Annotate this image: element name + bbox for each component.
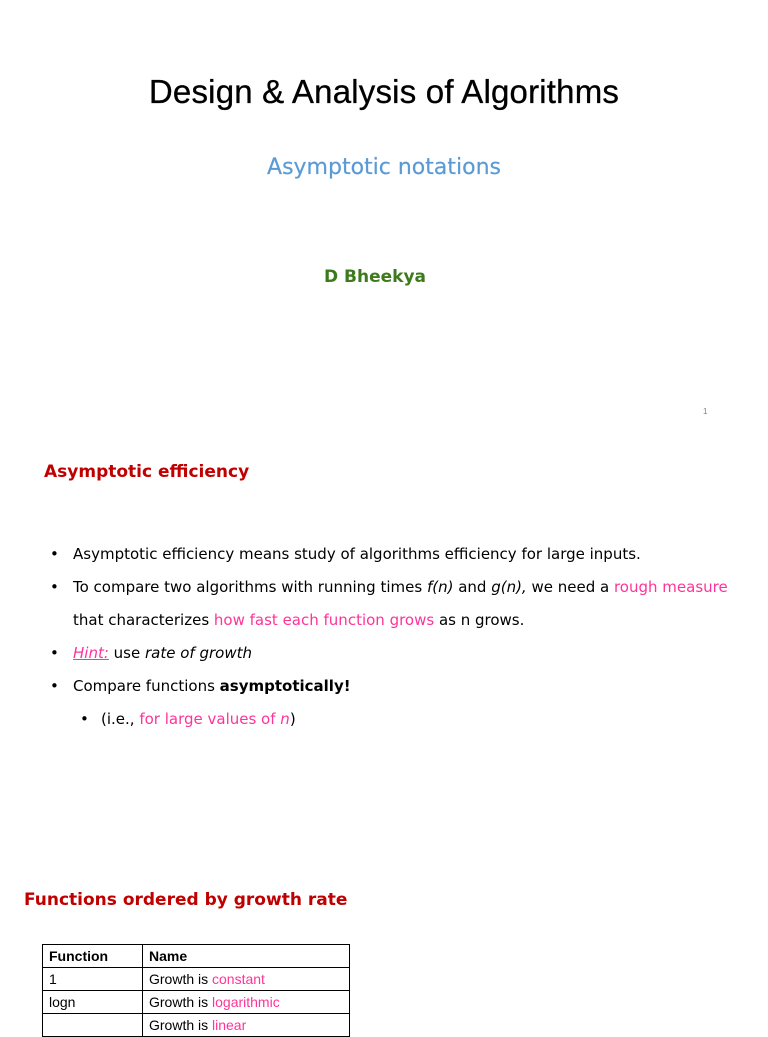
table-row: [43, 968, 350, 991]
bullet-item: [0, 670, 768, 703]
bullet-list: [0, 538, 768, 736]
highlight-text-italic: n: [280, 710, 290, 728]
function-cell: [43, 1014, 143, 1037]
bullet-continuation: [0, 604, 768, 637]
bullet-dot-icon: •: [80, 710, 89, 728]
bullet-text: Compare functions: [73, 677, 220, 695]
bullet-dot-icon: •: [50, 545, 59, 563]
bullet-item: [0, 571, 768, 604]
author-name: D Bheekya: [323, 267, 426, 287]
highlight-text: for large values of: [139, 710, 281, 728]
slide-heading: Functions ordered by growth rate: [24, 890, 348, 910]
function-cell: 1: [43, 968, 143, 991]
growth-name: logarithmic: [212, 994, 280, 1010]
column-header-name: Name: [143, 945, 350, 968]
bullet-dot-icon: •: [50, 578, 59, 596]
bullet-text-italic: rate of growth: [144, 644, 252, 662]
bullet-dot-icon: •: [50, 644, 59, 662]
bullet-text: that characterizes: [73, 611, 214, 629]
table-row: [43, 1014, 350, 1037]
sub-bullet-item: [0, 703, 768, 736]
highlight-text: how fast each function grows: [213, 611, 435, 629]
table-header-row: [43, 945, 350, 968]
table-row: [43, 991, 350, 1014]
hint-label: Hint:: [73, 644, 109, 662]
bullet-text: (i.e.,: [101, 710, 140, 728]
bullet-item: [0, 538, 768, 571]
title-slide: [0, 0, 768, 430]
growth-name: linear: [212, 1017, 247, 1033]
name-prefix: Growth is: [149, 1017, 213, 1033]
growth-rate-slide: [0, 830, 768, 1033]
function-g-text: g(n),: [491, 578, 527, 596]
presentation-subtitle: Asymptotic notations: [267, 155, 501, 180]
highlight-text: rough measure: [613, 578, 728, 596]
bullet-text: ): [289, 710, 296, 728]
bullet-text: Asymptotic efficiency means study of algorithms efficiency for large inputs.: [73, 545, 641, 563]
function-cell: logn: [43, 991, 143, 1014]
asymptotic-efficiency-slide: [0, 430, 768, 830]
bullet-item: [0, 637, 768, 670]
slide-page-number: 1: [703, 407, 708, 416]
name-cell: [143, 968, 350, 991]
bullet-text: and: [453, 578, 492, 596]
function-f-text: f(n): [426, 578, 454, 596]
bullet-text: as n grows.: [434, 611, 525, 629]
presentation-title: Design & Analysis of Algorithms: [148, 73, 620, 110]
name-cell: [143, 1014, 350, 1037]
bullet-text: use: [108, 644, 145, 662]
bullet-dot-icon: •: [50, 677, 59, 695]
name-prefix: Growth is: [149, 994, 213, 1010]
bullet-text-bold: asymptotically!: [219, 677, 351, 695]
column-header-function: Function: [43, 945, 143, 968]
name-cell: [143, 991, 350, 1014]
bullet-text: To compare two algorithms with running times: [73, 578, 427, 596]
bullet-text: we need a: [526, 578, 614, 596]
slide-heading: Asymptotic efficiency: [44, 462, 250, 482]
growth-name: constant: [212, 971, 265, 987]
growth-rate-table: [42, 944, 350, 1037]
name-prefix: Growth is: [149, 971, 213, 987]
